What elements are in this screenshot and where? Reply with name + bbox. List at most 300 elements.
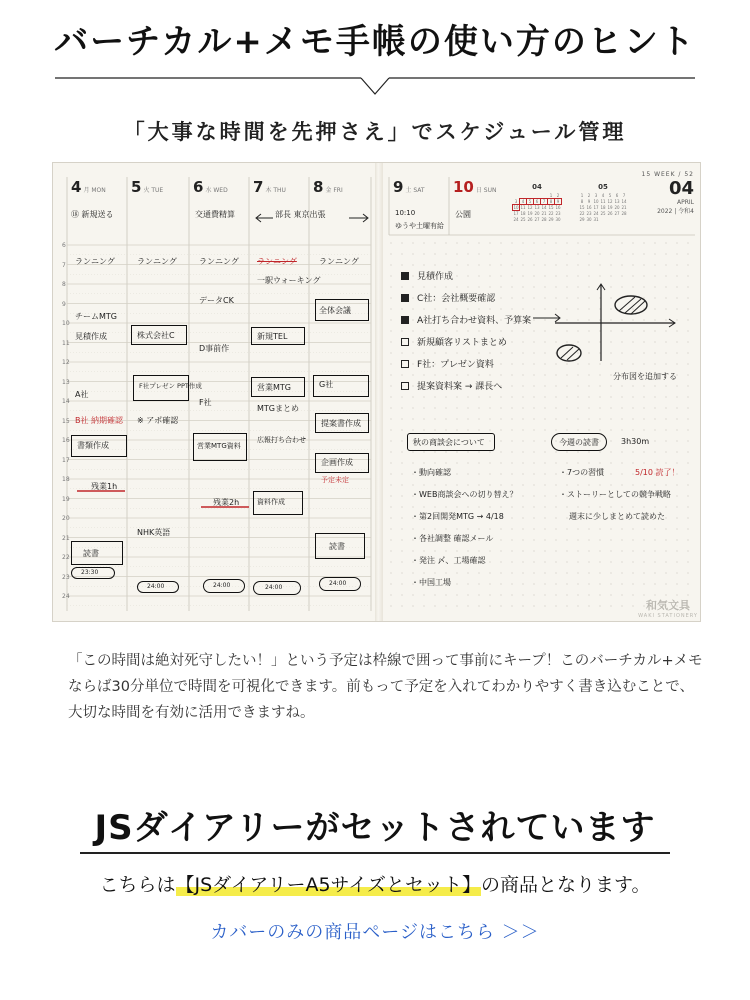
grid-dot: [676, 385, 677, 386]
grid-dot: [665, 594, 666, 595]
note: 提案書作成: [321, 419, 361, 428]
grid-dot: [511, 484, 512, 485]
grid-dot: [478, 506, 479, 507]
grid-dot: [390, 605, 391, 606]
grid-dot: [533, 308, 534, 309]
grid-dot: [544, 275, 545, 276]
grid-dot: [456, 484, 457, 485]
grid-dot: [390, 253, 391, 254]
grid-dot: [412, 407, 413, 408]
grid-dot: [467, 583, 468, 584]
calendar-blank: [541, 193, 547, 198]
grid-dot: [456, 308, 457, 309]
grid-dot: [511, 396, 512, 397]
grid-dot: [555, 473, 556, 474]
grid-dot: [500, 594, 501, 595]
note: 見積作成: [75, 332, 107, 341]
grid-dot: [401, 396, 402, 397]
checkbox-checked-icon: [401, 294, 409, 302]
grid-dot: [610, 484, 611, 485]
brand-logo: [638, 597, 698, 619]
calendar-blank: [513, 193, 519, 198]
grid-dot: [445, 418, 446, 419]
grid-dot: [401, 418, 402, 419]
grid-dot: [500, 275, 501, 276]
set-section-title: JSダイアリーがセットされています: [94, 808, 656, 848]
grid-dot: [478, 528, 479, 529]
grid-dot: [654, 484, 655, 485]
arrow-icon: [253, 213, 373, 223]
grid-dot: [423, 253, 424, 254]
grid-dot: [632, 396, 633, 397]
task-item: [401, 357, 494, 370]
grid-dot: [632, 484, 633, 485]
hour-label: 14: [62, 398, 70, 405]
grid-dot: [687, 418, 688, 419]
grid-dot: [445, 528, 446, 529]
grid-dot: [621, 451, 622, 452]
note: 24:00: [213, 582, 231, 589]
grid-dot: [555, 462, 556, 463]
grid-dot: [423, 396, 424, 397]
grid-dot: [599, 561, 600, 562]
grid-dot: [665, 429, 666, 430]
grid-dot: [654, 396, 655, 397]
grid-dot: [522, 396, 523, 397]
grid-dot: [555, 517, 556, 518]
note: ランニング: [199, 257, 239, 266]
day-weekday: 火 TUE: [143, 187, 164, 194]
grid-dot: [423, 462, 424, 463]
grid-dot: [610, 594, 611, 595]
grid-dot: [665, 561, 666, 562]
calendar-day: 13: [534, 205, 540, 210]
mini-calendar-month: 05: [598, 183, 608, 191]
calendar-day: 8: [580, 199, 584, 204]
grid-dot: [588, 594, 589, 595]
grid-dot: [577, 253, 578, 254]
grid-dot: [676, 495, 677, 496]
memo-right-item: 週末に少しまとめて読めた: [569, 512, 665, 521]
grid-dot: [643, 429, 644, 430]
grid-dot: [511, 330, 512, 331]
grid-dot: [522, 517, 523, 518]
calendar-day: 6: [615, 193, 619, 198]
note: ランニング: [137, 257, 177, 266]
grid-dot: [423, 308, 424, 309]
grid-dot: [445, 396, 446, 397]
grid-dot: [654, 264, 655, 265]
grid-dot: [489, 583, 490, 584]
grid-dot: [610, 429, 611, 430]
grid-dot: [390, 297, 391, 298]
grid-dot: [654, 462, 655, 463]
grid-dot: [423, 429, 424, 430]
grid-dot: [511, 308, 512, 309]
grid-dot: [467, 572, 468, 573]
grid-dot: [445, 330, 446, 331]
grid-dot: [445, 506, 446, 507]
grid-dot: [500, 484, 501, 485]
note: 24:00: [147, 583, 165, 590]
grid-dot: [522, 308, 523, 309]
day-number: 10: [453, 178, 474, 196]
grid-dot: [423, 451, 424, 452]
grid-dot: [522, 440, 523, 441]
grid-dot: [511, 528, 512, 529]
grid-dot: [478, 473, 479, 474]
grid-dot: [566, 242, 567, 243]
grid-dot: [654, 528, 655, 529]
grid-dot: [445, 286, 446, 287]
hour-label: 15: [62, 417, 70, 425]
grid-dot: [401, 550, 402, 551]
grid-dot: [467, 242, 468, 243]
grid-dot: [401, 286, 402, 287]
grid-dot: [423, 605, 424, 606]
grid-dot: [390, 550, 391, 551]
grid-dot: [489, 484, 490, 485]
cover-only-link[interactable]: カバーのみの商品ページはこちら ＞＞: [210, 922, 540, 943]
grid-dot: [588, 583, 589, 584]
grid-dot: [390, 308, 391, 309]
grid-dot: [478, 451, 479, 452]
grid-dot: [500, 418, 501, 419]
calendar-day: 25: [600, 211, 606, 216]
hour-label: 21: [62, 534, 70, 542]
grid-dot: [643, 484, 644, 485]
grid-dot: [412, 286, 413, 287]
calendar-day: 20: [534, 211, 540, 216]
calendar-day: 23: [586, 211, 592, 216]
grid-dot: [544, 451, 545, 452]
grid-dot: [522, 550, 523, 551]
grid-dot: [599, 275, 600, 276]
grid-dot: [456, 407, 457, 408]
grid-dot: [489, 253, 490, 254]
grid-dot: [489, 550, 490, 551]
note: 24:00: [329, 580, 347, 587]
day-weekday: 金 FRI: [325, 187, 343, 194]
grid-dot: [434, 462, 435, 463]
grid-dot: [643, 264, 644, 265]
day-weekday: 土 SAT: [405, 187, 425, 194]
grid-dot: [533, 572, 534, 573]
note: 読書: [329, 542, 345, 551]
grid-dot: [500, 506, 501, 507]
grid-dot: [687, 561, 688, 562]
grid-dot: [445, 242, 446, 243]
note: MTGまとめ: [257, 404, 299, 413]
grid-dot: [390, 440, 391, 441]
grid-dot: [577, 550, 578, 551]
grid-dot: [478, 330, 479, 331]
grid-dot: [676, 264, 677, 265]
grid-dot: [654, 253, 655, 254]
grid-dot: [687, 264, 688, 265]
grid-dot: [654, 407, 655, 408]
grid-dot: [632, 583, 633, 584]
grid-dot: [489, 429, 490, 430]
grid-dot: [599, 583, 600, 584]
grid-dot: [687, 462, 688, 463]
grid-dot: [621, 429, 622, 430]
grid-dot: [445, 594, 446, 595]
grid-dot: [544, 308, 545, 309]
grid-dot: [588, 253, 589, 254]
memo-left-item: ・第2回開発MTG → 4/18: [411, 512, 504, 521]
grid-dot: [544, 550, 545, 551]
grid-dot: [555, 528, 556, 529]
grid-dot: [445, 605, 446, 606]
grid-dot: [665, 253, 666, 254]
grid-dot: [687, 341, 688, 342]
grid-dot: [401, 308, 402, 309]
grid-dot: [687, 352, 688, 353]
mini-calendar-april: [513, 183, 561, 222]
grid-dot: [434, 429, 435, 430]
grid-dot: [643, 418, 644, 419]
grid-dot: [544, 572, 545, 573]
arrow-icon: [533, 313, 563, 323]
calendar-day: 14: [621, 199, 627, 204]
memo-text: 第2回開発MTG → 4/18: [419, 512, 504, 521]
grid-dot: [467, 484, 468, 485]
grid-dot: [412, 550, 413, 551]
grid-dot: [478, 264, 479, 265]
grid-dot: [577, 418, 578, 419]
calendar-day: 13: [614, 199, 620, 204]
grid-dot: [610, 253, 611, 254]
grid-dot: [456, 330, 457, 331]
grid-dot: [511, 407, 512, 408]
day-number: 9: [393, 178, 404, 196]
grid-dot: [390, 451, 391, 452]
grid-dot: [478, 594, 479, 595]
note: ランニング: [319, 257, 359, 266]
grid-dot: [544, 264, 545, 265]
grid-dot: [566, 374, 567, 375]
grid-dot: [511, 352, 512, 353]
grid-dot: [632, 275, 633, 276]
grid-dot: [489, 528, 490, 529]
grid-dot: [577, 396, 578, 397]
checkbox-checked-icon: [401, 272, 409, 280]
grid-dot: [621, 550, 622, 551]
grid-dot: [665, 407, 666, 408]
grid-dot: [390, 473, 391, 474]
grid-dot: [577, 374, 578, 375]
grid-dot: [687, 583, 688, 584]
grid-dot: [390, 385, 391, 386]
grid-dot: [456, 605, 457, 606]
grid-dot: [489, 473, 490, 474]
grid-dot: [533, 528, 534, 529]
note: F社プレゼン PPT作成: [139, 382, 202, 390]
hour-label: 8: [62, 281, 66, 288]
grid-dot: [599, 572, 600, 573]
grid-dot: [390, 594, 391, 595]
grid-dot: [390, 484, 391, 485]
grid-dot: [412, 308, 413, 309]
note: G社: [319, 380, 334, 389]
hour-label: 18: [62, 476, 70, 483]
calendar-day: 28: [541, 217, 547, 222]
grid-dot: [566, 583, 567, 584]
calendar-day: 11: [600, 199, 606, 204]
calendar-day: 21: [541, 211, 547, 216]
note: 10:10: [395, 209, 416, 217]
planner-gutter: [375, 163, 383, 622]
grid-dot: [445, 407, 446, 408]
calendar-day: 29: [548, 217, 554, 222]
note: 一駅ウォーキング: [257, 276, 321, 285]
hour-label: 13: [62, 378, 70, 386]
grid-dot: [577, 583, 578, 584]
calendar-day: 24: [513, 217, 519, 222]
grid-dot: [412, 374, 413, 375]
grid-dot: [522, 583, 523, 584]
grid-dot: [665, 418, 666, 419]
grid-dot: [412, 506, 413, 507]
grid-dot: [489, 506, 490, 507]
grid-dot: [687, 275, 688, 276]
memo-text: ストーリーとしての競争戦略: [567, 490, 671, 499]
grid-dot: [467, 286, 468, 287]
grid-dot: [401, 517, 402, 518]
grid-dot: [401, 572, 402, 573]
grid-dot: [412, 594, 413, 595]
grid-dot: [511, 363, 512, 364]
day-number: 4: [71, 178, 82, 196]
grid-dot: [434, 330, 435, 331]
note: D事前作: [199, 344, 230, 353]
grid-dot: [390, 495, 391, 496]
grid-dot: [588, 572, 589, 573]
grid-dot: [577, 462, 578, 463]
grid-dot: [665, 462, 666, 463]
grid-dot: [511, 561, 512, 562]
grid-dot: [456, 462, 457, 463]
grid-dot: [676, 253, 677, 254]
day-number: 7: [253, 178, 264, 196]
grid-dot: [456, 572, 457, 573]
calendar-day: 10: [513, 205, 519, 210]
grid-dot: [599, 253, 600, 254]
grid-dot: [621, 583, 622, 584]
grid-dot: [522, 572, 523, 573]
grid-dot: [610, 550, 611, 551]
grid-dot: [643, 242, 644, 243]
calendar-day: 12: [607, 199, 613, 204]
grid-dot: [467, 308, 468, 309]
calendar-day: 23: [555, 211, 561, 216]
note: ランニング: [257, 257, 297, 266]
grid-dot: [599, 528, 600, 529]
grid-dot: [467, 407, 468, 408]
planner-left-page: [53, 163, 375, 622]
grid-dot: [544, 517, 545, 518]
grid-dot: [390, 572, 391, 573]
grid-dot: [544, 528, 545, 529]
grid-dot: [434, 242, 435, 243]
grid-dot: [588, 429, 589, 430]
calendar-day: 4: [601, 193, 605, 198]
grid-dot: [654, 385, 655, 386]
grid-dot: [533, 341, 534, 342]
page-title: バーチカル+メモ手帳の使い方のヒント: [54, 22, 696, 62]
grid-dot: [467, 451, 468, 452]
grid-dot: [544, 363, 545, 364]
brand-name: 和気文具: [646, 599, 691, 612]
grid-dot: [401, 539, 402, 540]
grid-dot: [599, 605, 600, 606]
grid-dot: [478, 418, 479, 419]
day-weekday: 木 THU: [265, 187, 286, 194]
grid-dot: [489, 374, 490, 375]
calendar-day: 27: [614, 211, 620, 216]
note: B社 納期確認: [75, 416, 124, 425]
grid-dot: [555, 539, 556, 540]
grid-dot: [390, 407, 391, 408]
grid-dot: [687, 451, 688, 452]
grid-dot: [665, 396, 666, 397]
grid-dot: [632, 550, 633, 551]
hour-label: 24: [62, 593, 70, 600]
grid-dot: [687, 473, 688, 474]
calendar-day: 30: [555, 217, 561, 222]
grid-dot: [665, 484, 666, 485]
grid-dot: [588, 605, 589, 606]
grid-dot: [467, 506, 468, 507]
note: 資料作成: [257, 498, 285, 506]
grid-dot: [533, 550, 534, 551]
grid-dot: [467, 396, 468, 397]
memo-left-item: ・発注 〆、工場確認: [411, 556, 486, 565]
grid-dot: [643, 506, 644, 507]
hour-label: 9: [62, 300, 66, 308]
grid-dot: [478, 484, 479, 485]
grid-dot: [489, 352, 490, 353]
grid-dot: [456, 352, 457, 353]
grid-dot: [643, 539, 644, 540]
task-item: [401, 269, 453, 282]
grid-dot: [423, 572, 424, 573]
grid-dot: [456, 506, 457, 507]
note: ゆうや土曜有給: [395, 222, 444, 230]
calendar-day: 7: [542, 199, 546, 204]
grid-dot: [687, 396, 688, 397]
grid-dot: [599, 407, 600, 408]
grid-dot: [412, 572, 413, 573]
calendar-day: 26: [527, 217, 533, 222]
grid-dot: [533, 440, 534, 441]
grid-dot: [445, 264, 446, 265]
grid-dot: [610, 451, 611, 452]
grid-dot: [544, 440, 545, 441]
grid-dot: [632, 418, 633, 419]
grid-dot: [533, 275, 534, 276]
description-text: 「この時間は絶対死守したい！」という予定は枠線で囲って事前にキープ！このバーチカル+メモならば30分単位で時間を可視化できます。前もって予定を入れてわかりやすく書き込むことで、大切な時間を有効に活用できますね。: [68, 653, 703, 721]
grid-dot: [511, 286, 512, 287]
grid-dot: [533, 385, 534, 386]
grid-dot: [522, 297, 523, 298]
grid-dot: [401, 451, 402, 452]
grid-dot: [555, 451, 556, 452]
grid-dot: [467, 429, 468, 430]
calendar-day: 2: [556, 193, 560, 198]
grid-dot: [522, 539, 523, 540]
